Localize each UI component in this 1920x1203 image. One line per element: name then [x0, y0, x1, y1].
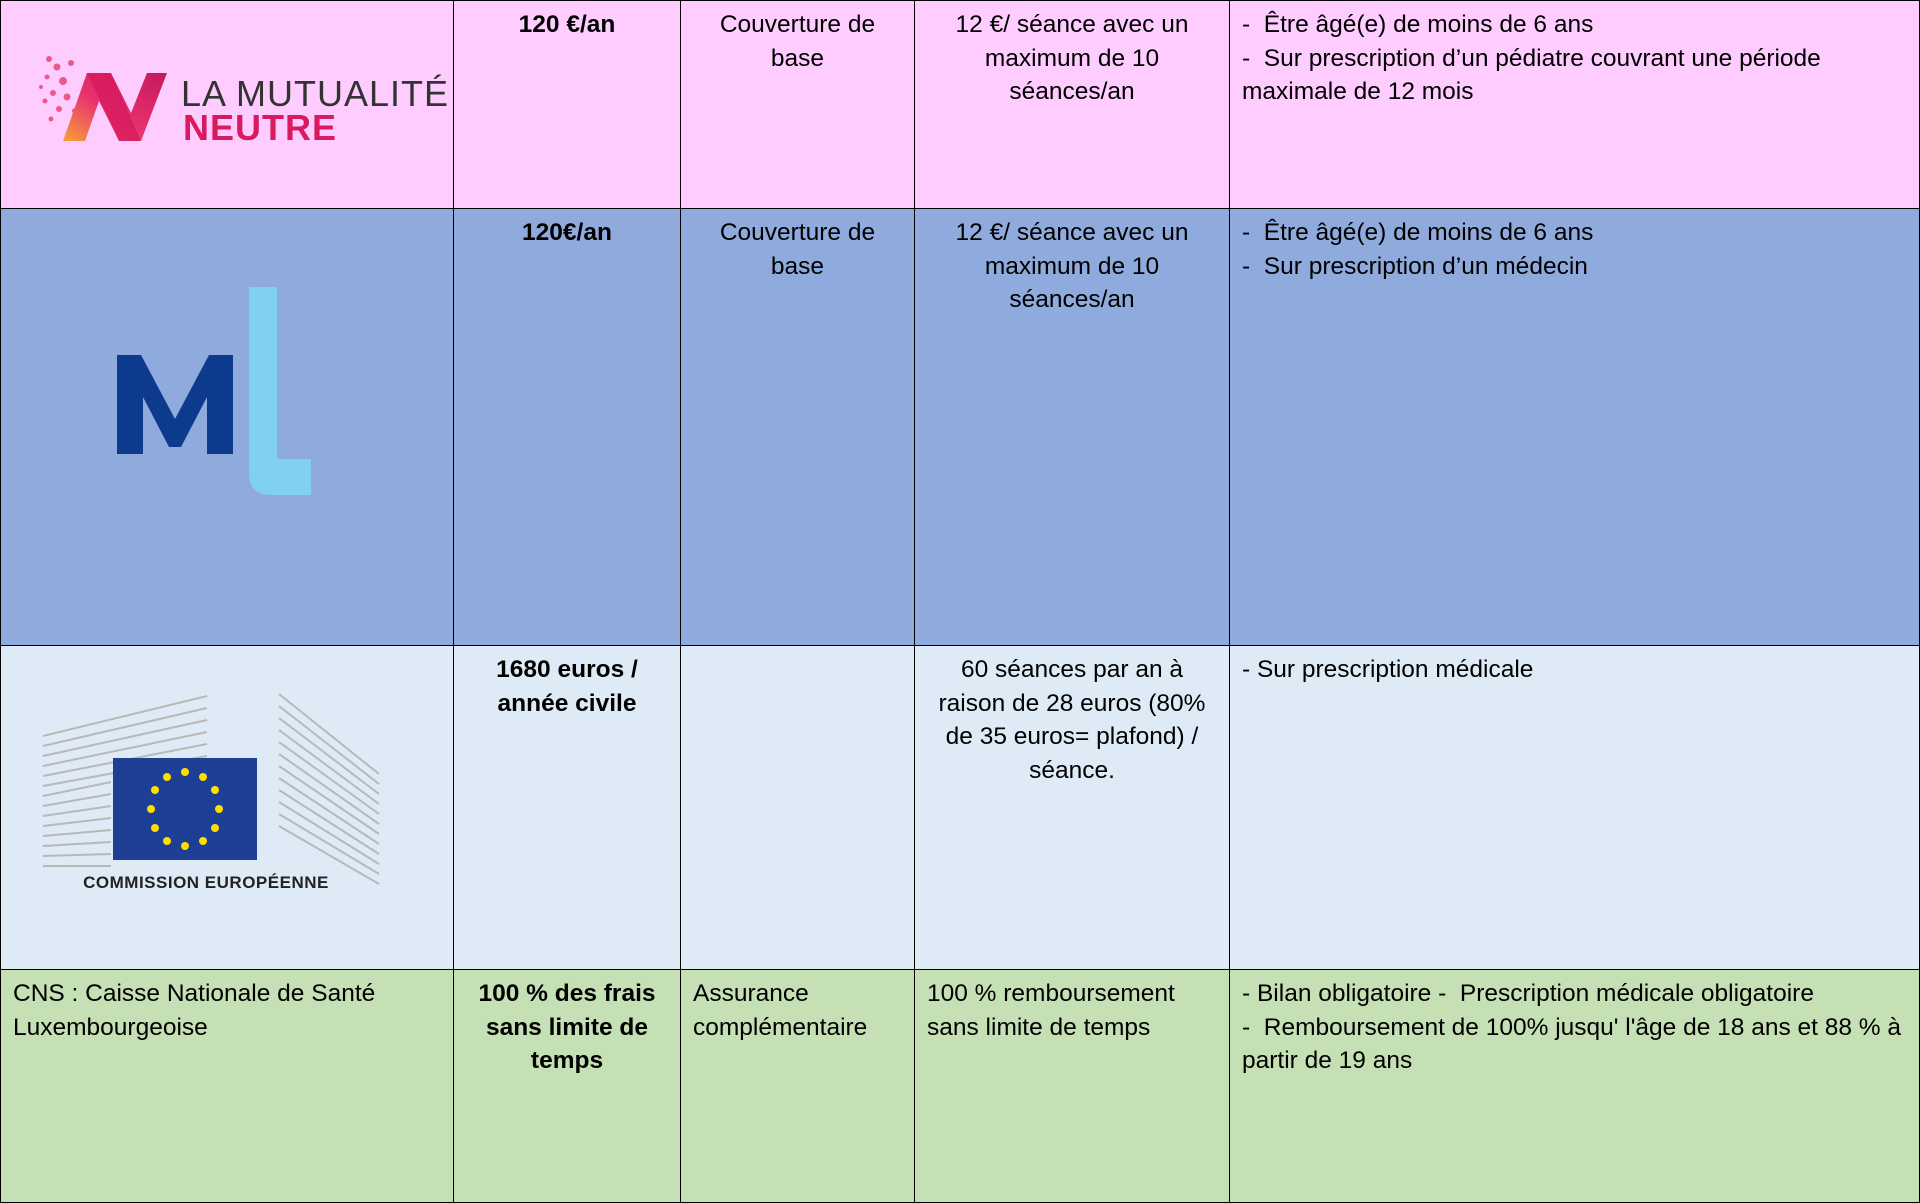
price-line: temps — [530, 1047, 604, 1074]
condition-item: - Être âgé(e) de moins de 6 ans — [1242, 219, 1594, 246]
sessions-line: 100 % remboursement — [927, 980, 1175, 1007]
sessions-line: sans limite de temps — [927, 1013, 1151, 1041]
sessions-line: raison de 28 euros (80% — [938, 689, 1206, 717]
coverage-line: Couverture de — [719, 11, 876, 38]
sessions-line: 12 €/ séance avec un — [955, 219, 1189, 246]
logo-cell — [1, 646, 454, 970]
condition-item: - Sur prescription d’un médecin — [1242, 252, 1588, 280]
price-line: année civile — [497, 689, 637, 717]
coverage-line: Couverture de — [719, 219, 876, 246]
conditions-cell — [1230, 646, 1920, 970]
label-cell — [1, 970, 454, 1203]
table-row — [1, 209, 1920, 646]
condition-item: - Bilan obligatoire - Prescription médicale obligatoire — [1242, 980, 1814, 1007]
sessions-line: de 35 euros= plafond) / — [945, 723, 1199, 750]
label-line: Luxembourgeoise — [13, 1013, 208, 1041]
sessions-line: séances/an — [1009, 286, 1135, 313]
sessions-line: séances/an — [1009, 78, 1135, 105]
logo-text-line2: NEUTRE — [183, 107, 338, 148]
coverage-cell — [681, 970, 915, 1203]
commission-europeenne-logo — [1, 646, 453, 969]
sessions-cell — [915, 1, 1230, 209]
condition-item: - Être âgé(e) de moins de 6 ans — [1242, 11, 1594, 38]
sessions-cell — [915, 646, 1230, 970]
table-row — [1, 970, 1920, 1203]
logo-cell — [1, 209, 454, 646]
price-cell — [454, 1, 681, 209]
price-line: 100 % des frais — [478, 980, 656, 1007]
logo-cell — [1, 1, 454, 209]
conditions-cell — [1230, 970, 1920, 1203]
condition-item: - Sur prescription d’un pédiatre couvrant une période maximale de 12 mois — [1242, 44, 1828, 105]
coverage-cell — [681, 646, 915, 970]
table-row — [1, 1, 1920, 209]
coverage-cell — [681, 1, 915, 209]
price-line: sans limite de — [485, 1013, 649, 1041]
sessions-cell — [915, 970, 1230, 1203]
price-cell — [454, 970, 681, 1203]
sessions-line: 60 séances par an à — [960, 656, 1184, 683]
mutualite-libre-logo — [1, 209, 453, 645]
eu-flag-icon — [1, 646, 454, 970]
coverage-line: Assurance — [693, 980, 809, 1007]
coverage-line: base — [770, 252, 825, 280]
condition-item: - Sur prescription médicale — [1242, 656, 1534, 683]
ml-mark-icon — [1, 209, 454, 459]
sessions-line: maximum de 10 — [984, 44, 1160, 72]
condition-item: - Remboursement de 100% jusqu' l'âge de 18 ans et 88 % à partir de 19 ans — [1242, 1013, 1908, 1074]
logo-text-line1: LA MUTUALITÉ — [181, 73, 450, 114]
price-line: 120€/an — [522, 219, 612, 246]
coverage-cell — [681, 209, 915, 646]
sessions-line: séance. — [1029, 756, 1115, 784]
price-line: 120 €/an — [518, 11, 616, 38]
sessions-line: 12 €/ séance avec un — [955, 11, 1189, 38]
table-row — [1, 646, 1920, 970]
price-cell — [454, 646, 681, 970]
conditions-cell — [1230, 1, 1920, 209]
price-cell — [454, 209, 681, 646]
coverage-line: base — [770, 44, 825, 72]
conditions-cell — [1230, 209, 1920, 646]
sessions-line: maximum de 10 — [984, 252, 1160, 280]
label-line: CNS : Caisse Nationale de Santé — [13, 980, 376, 1007]
logo-caption: COMMISSION EUROPÉENNE — [83, 873, 329, 892]
la-mutualite-neutre-logo — [1, 1, 453, 208]
coverage-line: complémentaire — [693, 1013, 868, 1041]
price-line: 1680 euros / — [496, 656, 638, 683]
sessions-cell — [915, 209, 1230, 646]
